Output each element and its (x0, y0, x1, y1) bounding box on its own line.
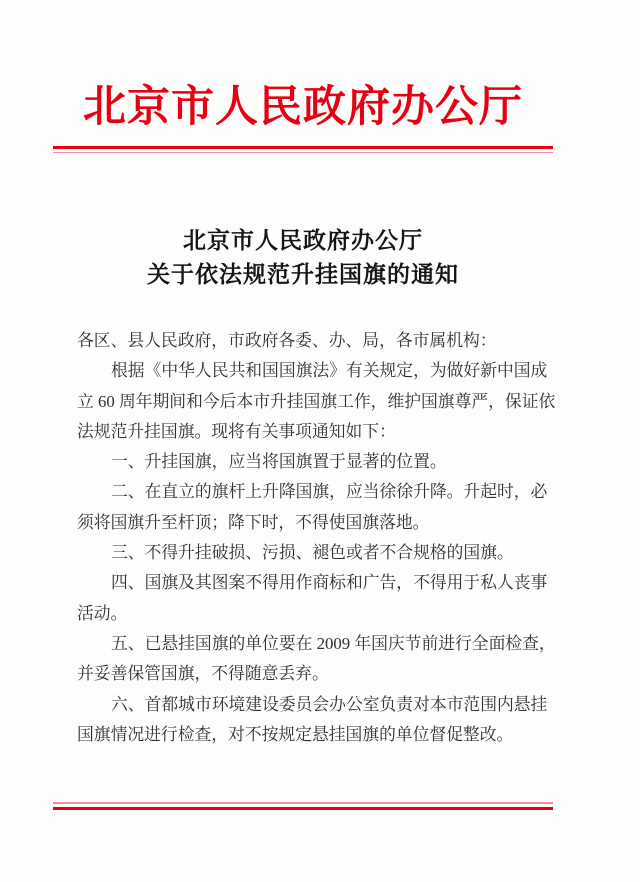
body-line: 一、升挂国旗，应当将国旗置于显著的位置。 (111, 452, 447, 472)
body-line: 四、国旗及其图案不得用作商标和广告，不得用于私人丧事 (111, 573, 548, 593)
body-line: 三、不得升挂破损、污损、褪色或者不合规格的国旗。 (111, 543, 514, 563)
body-line: 并妥善保管国旗，不得随意丢弃。 (77, 664, 329, 684)
document-title (53, 224, 553, 291)
body-line: 法规范升挂国旗。现将有关事项通知如下： (77, 421, 396, 441)
document-title-line-2: 关于依法规范升挂国旗的通知 (147, 261, 459, 287)
body-line: 根据《中华人民共和国国旗法》有关规定，为做好新中国成 (111, 361, 548, 381)
body-line: 须将国旗升至杆顶；降下时，不得使国旗落地。 (77, 512, 430, 532)
top-rule-thick (53, 146, 553, 149)
letterhead-agency-name: 北京市人民政府办公厅 (83, 84, 523, 131)
bottom-rule-thick (53, 807, 553, 810)
body-line: 国旗情况进行检查，对不按规定悬挂国旗的单位督促整改。 (77, 724, 514, 744)
document-title-line-1: 北京市人民政府办公厅 (183, 228, 423, 253)
body-line: 二、在直立的旗杆上升降国旗，应当徐徐升降。升起时，必 (111, 482, 548, 502)
bottom-rule-thin (53, 802, 553, 804)
body-line: 各区、县人民政府，市政府各委、办、局，各市属机构： (77, 331, 497, 350)
body-line: 立 60 周年期间和今后本市升挂国旗工作，维护国旗尊严，保证依 (77, 391, 556, 411)
document-body (77, 326, 556, 750)
body-line: 六、首都城市环境建设委员会办公室负责对本市范围内悬挂 (111, 694, 548, 714)
body-line: 活动。 (77, 603, 128, 623)
body-line: 五、已悬挂国旗的单位要在 2009 年国庆节前进行全面检查， (111, 633, 556, 653)
top-rule-thin (53, 152, 553, 153)
